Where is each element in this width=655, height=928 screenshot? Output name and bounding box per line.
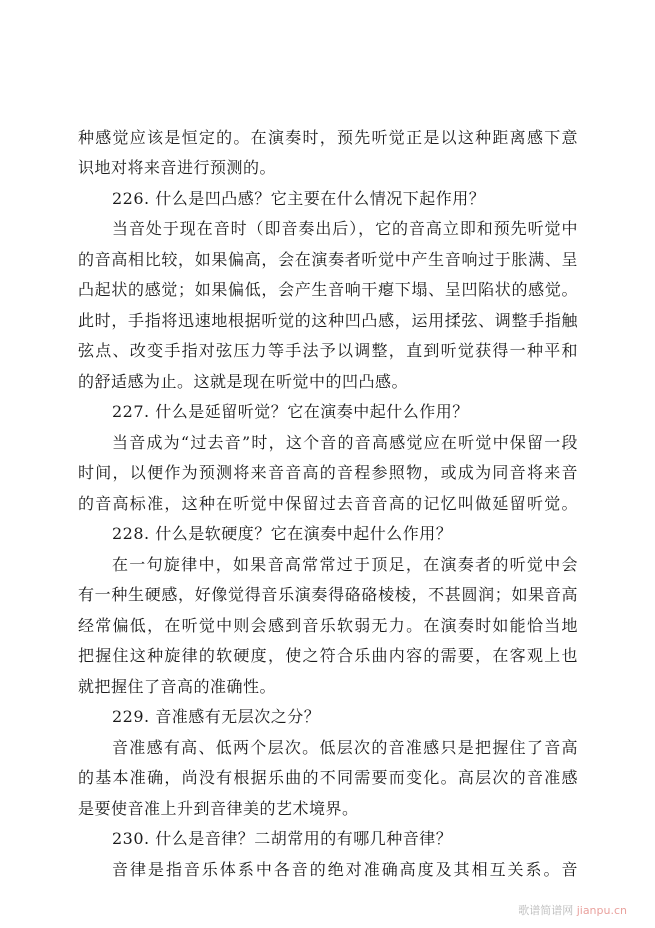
body-line: 的音高相比较，如果偏高，会在演奏者听觉中产生音响过于胀满、呈 (78, 250, 578, 269)
body-line: 时间，以便作为预测将来音音高的音程参照物，或成为同音将来音 (78, 463, 578, 482)
body-line: 种感觉应该是恒定的。在演奏时，预先听觉正是以这种距离感下意 (78, 128, 578, 147)
question-heading: 230. 什么是音律？二胡常用的有哪几种音律？ (112, 829, 453, 848)
body-line: 在一句旋律中，如果音高常常过于顶足，在演奏者的听觉中会 (112, 555, 578, 574)
body-line: 经常偏低，在听觉中则会感到音乐软弱无力。在演奏时如能恰当地 (78, 616, 578, 635)
watermark-url: jianpu.cn (576, 904, 627, 917)
site-watermark (518, 902, 627, 918)
body-line: 凸起状的感觉；如果偏低，会产生音响干瘪下塌、呈凹陷状的感觉。 (78, 280, 578, 299)
body-line: 的音高标准，这种在听觉中保留过去音音高的记忆叫做延留听觉。 (78, 494, 578, 513)
body-line: 把握住这种旋律的软硬度，使之符合乐曲内容的需要，在客观上也 (78, 646, 578, 665)
question-heading: 229. 音准感有无层次之分？ (112, 707, 321, 726)
body-line: 识地对将来音进行预测的。 (78, 158, 277, 177)
body-line: 是要使音准上升到音律美的艺术境界。 (78, 799, 359, 818)
question-heading: 227. 什么是延留听觉？它在演奏中起什么作用？ (112, 402, 469, 421)
body-line: 当音处于现在音时（即音奏出后），它的音高立即和预先听觉中 (112, 219, 578, 238)
question-heading: 226. 什么是凹凸感？它主要在什么情况下起作用？ (112, 189, 486, 208)
body-line: 就把握住了音高的准确性。 (78, 677, 277, 696)
body-line: 有一种生硬感，好像觉得音乐演奏得硌硌棱棱，不甚圆润；如果音高 (78, 585, 578, 604)
body-line: 音律是指音乐体系中各音的绝对准确高度及其相互关系。音 (112, 860, 578, 879)
body-line: 音准感有高、低两个层次。低层次的音准感只是把握住了音高 (112, 738, 578, 757)
body-line: 当音成为“过去音”时，这个音的音高感觉应在听觉中保留一段 (112, 433, 578, 452)
body-line: 此时，手指将迅速地根据听觉的这种凹凸感，运用揉弦、调整手指触 (78, 311, 578, 330)
question-heading: 228. 什么是软硬度？它在演奏中起什么作用？ (112, 524, 453, 543)
watermark-text: 歌谱简谱网 (518, 904, 574, 917)
body-line: 的基本准确，尚没有根据乐曲的不同需要而变化。高层次的音准感 (78, 768, 578, 787)
body-line: 弦点、改变手指对弦压力等手法予以调整，直到听觉获得一种平和 (78, 341, 578, 360)
body-line: 的舒适感为止。这就是现在听觉中的凹凸感。 (78, 372, 409, 391)
